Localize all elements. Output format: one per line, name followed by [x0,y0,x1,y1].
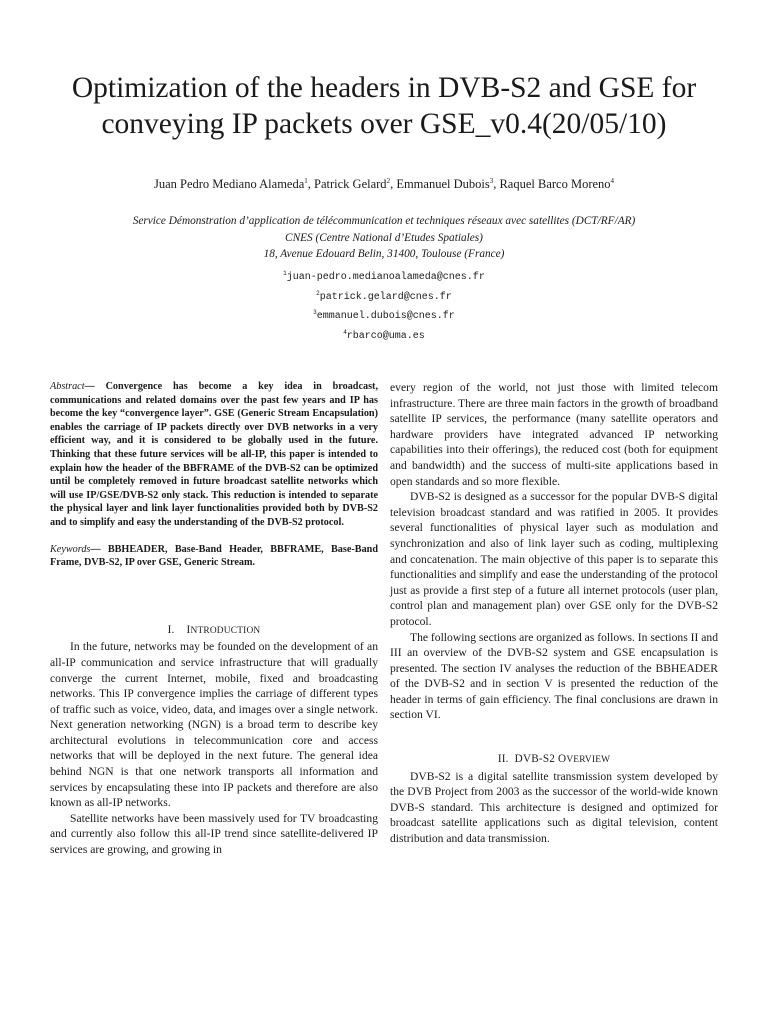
keywords-text: BBHEADER, Base-Band Header, BBFRAME, Base-Band Frame, DVB-S2, IP over GSE, Generic Stream. [50,543,378,569]
section-title-rest: VERVIEW [566,755,611,766]
email-block [40,266,728,344]
section-number: II. [497,753,509,766]
email-address: patrick.gelard@cnes.fr [319,291,452,303]
email-mark: 4 [343,328,347,336]
section-heading-dvbs2-overview [390,752,718,769]
abstract-text: Convergence has become a key idea in broadcast, communications and related domains over the past few years and IP has become the key “convergence layer”. GSE (Generic Stream Encapsulation) enables the carriage of IP packets directly over DVB networks in a very efficient way, and it is considered to be globally used in the future. Thinking that these future services will be all-IP, this paper is intended to explain how the header of the BBFRAME of the DVB-S2 can be optimized until be completely removed in future broadcast satellite networks which will use IP/GSE/DVB-S2 only stack. This reduction is intended to separate the physical layer and link layer functionalities provided both by DVB-S2 and to simplify and easy the understanding of the DVB-S2 protocol. [50,381,378,528]
paper-title: Optimization of the headers in DVB-S2 and GSE for conveying IP packets over GSE_v0.4(20/05/10) [71,72,697,140]
section-number: I. [167,623,175,636]
email-line [40,266,728,286]
keywords-dash: — [90,543,108,555]
abstract-lead: Abstract [50,381,85,392]
author-separator: , [493,177,500,191]
affiliation-line: Service Démonstration d’application de télécommunication et techniques réseaux avec satellites (DCT/RF/AR) [132,215,636,227]
author-mark: 3 [489,177,494,185]
email-mark: 2 [316,289,320,297]
intro-paragraph-5: The following sections are organized as follows. In sections II and III an overview of the DVB-S2 system and GSE encapsulation is presented. The section IV analyses the reduction of the BBHEADER of the DVB-S2 and in section V is presented the reduction of the header in terms of gain efficiency. The final conclusions are drawn in section VI. [390,630,718,722]
email-address: juan-pedro.medianoalameda@cnes.fr [286,272,485,283]
section-heading-introduction [50,623,378,640]
left-column [50,380,378,858]
author-mark: 2 [386,177,391,185]
keywords [50,543,378,570]
email-line [40,305,728,325]
section-title-initial: I [186,623,191,636]
affiliation-line: 18, Avenue Edouard Belin, 31400, Toulouse (France) [263,248,505,260]
right-column [390,380,718,847]
section-title-rest: NTRODUCTION [190,625,261,636]
author-name: Raquel Barco Moreno [499,177,611,191]
dvbs2-paragraph-1: DVB-S2 is a digital satellite transmission system developed by the DVB Project from 2003 as the successor of the world-wide known DVB-S standard. This architecture is designed and optimized for broadcast satellite applications such as digital television, content distribution and data transmission. [390,769,718,846]
abstract [50,380,378,530]
author-separator: , [390,177,397,191]
author-separator: , [307,177,315,191]
keywords-lead: Keywords [50,543,91,555]
email-address: rbarco@uma.es [346,330,425,342]
affiliation-block [40,213,728,263]
abstract-dash: — [84,381,106,392]
author-list [40,173,728,192]
author-mark: 1 [304,177,308,185]
author-name: Emmanuel Dubois [396,177,490,191]
intro-paragraph-1: In the future, networks may be founded on the development of an all-IP communication and service infrastructure that will gradually converge the current Internet, mobile, fixed and broadcasting networks. This IP convergence implies the carriage of different types of traffic such as voice, video, data, and images over a single network. Next generation networking (NGN) is a broad term to describe key architectural evolutions in telecommunication core and access networks that will be deployed in the next future. The general idea behind NGN is that one network transports all information and services by encapsulating these into IP packets and therefore are also known as all-IP networks. [50,640,378,810]
email-address: emmanuel.dubois@cnes.fr [316,311,455,322]
intro-paragraph-2: Satellite networks have been massively used for TV broadcasting and currently also follow this all-IP trend since satellite-delivered IP services are growing, and growing in [50,811,378,857]
section-title-initial: DVB-S2 O [514,753,567,766]
author-mark: 4 [610,177,615,185]
email-mark: 3 [313,309,317,316]
affiliation-line: CNES (Centre National d’Etudes Spatiales) [285,231,483,244]
email-line [40,325,728,345]
email-line [40,286,728,306]
intro-paragraph-4: DVB-S2 is designed as a successor for the popular DVB-S digital television broadcast standard and was ratified in 2005. It provides several functionalities of physical layer such as modulation and synchronization and also of link layer such as coding, multiplexing and concatenation. The main objective of this paper is to separate this functionalities and simplify and ease the understanding of the protocol just as provide a first step of a future all internet protocols (user plan, control plan and management plan) over GSE only for the DVB-S2 protocol. [390,490,718,628]
intro-paragraph-3: every region of the world, not just those with limited telecom infrastructure. There are three main factors in the growth of broadband satellite IP services, the performance (many satellite operators and hardware providers have integrated advanced IP networking capabilities into their offerings), the reduced cost (both for equipment and bandwidth) and the success of multi-site applications based in open standards and so more flexible. [390,381,718,488]
author-name: Juan Pedro Mediano Alameda [153,177,305,191]
email-mark: 1 [283,270,287,277]
author-name: Patrick Gelard [314,177,387,191]
